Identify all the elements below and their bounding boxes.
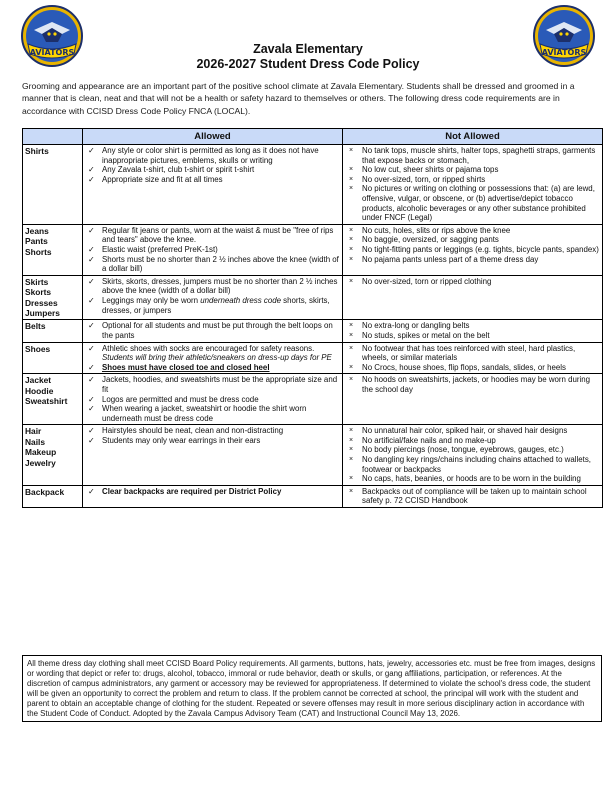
category-cell: [23, 374, 83, 425]
allowed-item-text: Clear backpacks are required per District Policy: [102, 486, 282, 496]
checkmark-icon: ✓: [88, 146, 95, 155]
allowed-item-text: Any Zavala t-shirt, club t-shirt or spirit t-shirt: [102, 165, 255, 175]
allowed-item: [85, 226, 340, 245]
x-mark-icon: ×: [349, 175, 354, 183]
x-mark-icon: ×: [349, 226, 354, 234]
allowed-cell: [83, 342, 343, 374]
allowed-item-text: Optional for all students and must be put through the belt loops on the pants: [102, 321, 333, 340]
checkmark-icon: ✓: [88, 165, 95, 175]
x-mark-icon: ×: [349, 322, 354, 330]
x-mark-icon: ×: [349, 236, 354, 244]
not-allowed-item: [345, 436, 600, 446]
document-title: 2026-2027 Student Dress Code Policy: [196, 57, 420, 71]
allowed-item: [85, 165, 340, 175]
allowed-cell: [83, 374, 343, 425]
x-mark-icon: ×: [349, 185, 354, 193]
not-allowed-item-text: No body piercings (nose, tongue, eyebrows, gauges, etc.): [362, 445, 564, 455]
category-label: Sweatshirt: [25, 396, 68, 407]
not-allowed-item: [345, 331, 600, 341]
x-mark-icon: ×: [349, 255, 354, 263]
not-allowed-cell: [343, 342, 603, 374]
allowed-item-text: Hairstyles should be neat, clean and non-distracting: [102, 426, 284, 436]
allowed-item: [85, 363, 340, 373]
allowed-item-text: Elastic waist (preferred PreK-1st): [102, 244, 218, 254]
not-allowed-item: [345, 474, 600, 484]
not-allowed-item-text: No cuts, holes, slits or rips above the knee: [362, 225, 511, 235]
not-allowed-cell: [343, 425, 603, 486]
category-cell: [23, 224, 83, 275]
table-row: [23, 425, 603, 486]
allowed-item-text: Shorts must be no shorter than 2 ½ inches above the knee (width of a dollar bill): [102, 254, 339, 274]
category-label: Belts: [25, 321, 46, 332]
svg-text:AVIATORS: AVIATORS: [541, 48, 587, 57]
not-allowed-item: [345, 445, 600, 455]
checkmark-icon: ✓: [88, 225, 95, 235]
not-allowed-item-text: No footwear that has toes reinforced with steel, hard plastics, wheels, or similar materials: [362, 343, 576, 363]
checkmark-icon: ✓: [88, 244, 95, 254]
category-label: Pants: [25, 236, 48, 247]
category-label: Jumpers: [25, 307, 60, 318]
not-allowed-item: [345, 184, 600, 222]
allowed-item: [85, 404, 340, 423]
not-allowed-cell: [343, 485, 603, 507]
not-allowed-item: [345, 165, 600, 175]
table-body: [23, 145, 603, 508]
not-allowed-item: [345, 321, 600, 331]
x-mark-icon: ×: [349, 331, 354, 339]
table-row: [23, 145, 603, 225]
allowed-item-text: Students will bring their athletic/sneakers on dress-up days for PE: [102, 353, 332, 363]
category-label: Shirts: [25, 146, 49, 156]
category-label: Dresses: [25, 297, 58, 308]
not-allowed-item-text: No hoods on sweatshirts, jackets, or hoodies may be worn during the school day: [362, 375, 591, 394]
allowed-item: [85, 426, 340, 436]
category-header: [23, 129, 83, 145]
x-mark-icon: ×: [349, 446, 354, 454]
allowed-item: [85, 395, 340, 405]
checkmark-icon: ✓: [88, 276, 95, 286]
allowed-item: [85, 175, 340, 185]
checkmark-icon: ✓: [88, 435, 95, 445]
allowed-item: [85, 255, 340, 274]
not-allowed-item: [345, 255, 600, 265]
category-label: Jacket: [25, 375, 52, 386]
checkmark-icon: ✓: [88, 174, 95, 184]
not-allowed-item: [345, 235, 600, 245]
category-label: Makeup: [25, 447, 57, 458]
x-mark-icon: ×: [349, 245, 354, 253]
not-allowed-item-text: No extra-long or dangling belts: [362, 321, 470, 331]
category-label: Jewelry: [25, 457, 56, 468]
allowed-item-text: Skirts, skorts, dresses, jumpers must be no shorter than 2 ½ inches above the knee (width of a dollar bill): [102, 276, 338, 296]
not-allowed-cell: [343, 145, 603, 225]
table-header-row: [23, 129, 603, 145]
not-allowed-cell: [343, 320, 603, 342]
not-allowed-item-text: No over-sized, torn or ripped clothing: [362, 276, 492, 286]
table-row: [23, 320, 603, 342]
allowed-cell: [83, 145, 343, 225]
category-label: Jeans: [25, 225, 49, 236]
allowed-header: Allowed: [83, 129, 343, 145]
not-allowed-item-text: No studs, spikes or metal on the belt: [362, 330, 490, 340]
checkmark-icon: ✓: [88, 375, 95, 385]
allowed-cell: [83, 275, 343, 320]
allowed-cell: [83, 320, 343, 342]
not-allowed-item-text: No caps, hats, beanies, or hoods are to be worn in the building: [362, 474, 581, 484]
checkmark-icon: ✓: [88, 394, 95, 404]
not-allowed-item-text: Backpacks out of compliance will be taken up to maintain school safety p. 72 CCISD Handbook: [362, 486, 587, 506]
not-allowed-item: [345, 226, 600, 236]
x-mark-icon: ×: [349, 344, 354, 352]
not-allowed-item-text: No over-sized, torn, or ripped shirts: [362, 174, 486, 184]
category-label: Nails: [25, 436, 46, 447]
category-label: Hair: [25, 426, 42, 437]
not-allowed-item: [345, 344, 600, 363]
category-label: Shorts: [25, 246, 52, 257]
category-cell: [23, 342, 83, 374]
allowed-item-text: Any style or color shirt is permitted as long as it does not have inappropriate pictures, emblems, skulls or writing: [102, 146, 319, 165]
x-mark-icon: ×: [349, 427, 354, 435]
x-mark-icon: ×: [349, 166, 354, 174]
table-row: [23, 342, 603, 374]
x-mark-icon: ×: [349, 436, 354, 444]
allowed-item: [85, 344, 340, 363]
allowed-item-text: underneath dress code: [200, 295, 281, 305]
not-allowed-item-text: No tank tops, muscle shirts, halter tops, spaghetti straps, garments that expose backs or stomach,: [362, 146, 596, 165]
table-row: [23, 374, 603, 425]
not-allowed-item-text: No artificial/fake nails and no make-up: [362, 435, 496, 445]
allowed-cell: [83, 224, 343, 275]
not-allowed-item-text: No pajama pants unless part of a theme dress day: [362, 254, 539, 264]
not-allowed-cell: [343, 374, 603, 425]
not-allowed-item: [345, 455, 600, 474]
allowed-item-text: shorts, skirts, dresses, or jumpers: [102, 295, 330, 315]
allowed-item-text: Logos are permitted and must be dress code: [102, 394, 259, 404]
not-allowed-item-text: No tight-fitting pants or leggings (e.g. tights, bicycle pants, spandex): [362, 244, 599, 254]
checkmark-icon: ✓: [88, 404, 95, 414]
not-allowed-item: [345, 426, 600, 436]
allowed-item: [85, 296, 340, 315]
category-cell: [23, 425, 83, 486]
not-allowed-item: [345, 146, 600, 165]
allowed-item-text: Regular fit jeans or pants, worn at the waist & must be "free of rips and tears" above the knee.: [102, 225, 334, 245]
category-cell: [23, 320, 83, 342]
category-label: Skorts: [25, 287, 52, 298]
allowed-item-text: Shoes must have closed toe and closed heel: [102, 362, 270, 372]
table-row: [23, 485, 603, 507]
not-allowed-item-text: No baggie, oversized, or sagging pants: [362, 235, 499, 245]
not-allowed-item-text: No dangling key rings/chains including chains attached to wallets, footwear or backpacks: [362, 455, 591, 474]
allowed-item-text: Appropriate size and fit at all times: [102, 174, 223, 184]
table-row: [23, 224, 603, 275]
allowed-item-text: Students may only wear earrings in their ears: [102, 435, 261, 445]
allowed-item: [85, 146, 340, 165]
x-mark-icon: ×: [349, 277, 354, 285]
category-cell: [23, 485, 83, 507]
not-allowed-item-text: No low cut, sheer shirts or pajama tops: [362, 165, 499, 175]
checkmark-icon: ✓: [88, 486, 95, 496]
x-mark-icon: ×: [349, 475, 354, 483]
not-allowed-item-text: No pictures or writing on clothing or possessions that: (a) are lewd, offensive, vulgar, or obscene, or (b) advertise/depict tobacco products, alcoholic beverages or any other substance prohibited under FNCF (Legal): [362, 184, 595, 223]
checkmark-icon: ✓: [88, 362, 95, 372]
allowed-item-text: Athletic shoes with socks are encouraged for safety reasons.: [102, 343, 315, 353]
allowed-item-text: Jackets, hoodies, and sweatshirts must be the appropriate size and fit: [102, 375, 338, 394]
intro-paragraph: Grooming and appearance are an important part of the positive school climate at Zavala Elementary. Students shall be dressed and groomed in a manner that is clean, neat and that will not be a health or safety hazard to themselves or others. The following dress code requirements are in accordance with CCISD Dress Code Policy FNCA (LOCAL).: [22, 81, 575, 116]
x-mark-icon: ×: [349, 456, 354, 464]
allowed-item-text: When wearing a jacket, sweatshirt or hoodie the shirt worn underneath must be dress code: [102, 404, 307, 423]
x-mark-icon: ×: [349, 147, 354, 154]
x-mark-icon: ×: [349, 376, 354, 384]
allowed-item: [85, 375, 340, 394]
allowed-item: [85, 245, 340, 255]
not-allowed-item: [345, 277, 600, 287]
footer-policy-note: All theme dress day clothing shall meet CCISD Board Policy requirements. All garments, buttons, hats, jewelry, accessories etc. must be free from images, designs or wording that depict or refer to: drugs, alcohol, tobacco, immoral or rude behavior, death or skulls, or gang affiliations, participation, or references. At the discretion of campus administrators, any garment or accessory may be reviewed for appropriateness. If determined to violate the school's dress code, the student will be given an opportunity to correct the problem and return to class. If the problem cannot be corrected at school, the principal will work with the student and parent to obtain an acceptable change of clothing for the student. Repeated or severe offenses may result in more serious disciplinary action in accordance with the Student Code of Conduct. Adopted by the Zavala Campus Advisory Team (CAT) and Instructional Council May 13, 2026.: [22, 655, 602, 722]
category-label: Shoes: [25, 343, 51, 354]
title-block: [0, 42, 616, 72]
not-allowed-cell: [343, 224, 603, 275]
allowed-item: [85, 436, 340, 446]
not-allowed-item: [345, 487, 600, 506]
checkmark-icon: ✓: [88, 426, 95, 436]
category-cell: [23, 275, 83, 320]
school-name: Zavala Elementary: [253, 42, 363, 56]
allowed-item: [85, 321, 340, 340]
checkmark-icon: ✓: [88, 343, 95, 353]
checkmark-icon: ✓: [88, 321, 95, 331]
not-allowed-item: [345, 175, 600, 185]
not-allowed-item: [345, 375, 600, 394]
category-label: Skirts: [25, 276, 49, 287]
allowed-cell: [83, 485, 343, 507]
checkmark-icon: ✓: [88, 254, 95, 264]
allowed-item-text: Leggings may only be worn: [102, 295, 201, 305]
allowed-cell: [83, 425, 343, 486]
svg-text:AVIATORS: AVIATORS: [29, 48, 75, 57]
not-allowed-item-text: No unnatural hair color, spiked hair, or shaved hair designs: [362, 426, 568, 436]
category-label: Backpack: [25, 486, 65, 497]
x-mark-icon: ×: [349, 363, 354, 371]
checkmark-icon: ✓: [88, 295, 95, 305]
not-allowed-item-text: No Crocs, house shoes, flip flops, sandals, slides, or heels: [362, 362, 566, 372]
table-row: [23, 275, 603, 320]
category-cell: [23, 145, 83, 225]
not-allowed-item: [345, 245, 600, 255]
allowed-item: [85, 277, 340, 296]
category-label: Hoodie: [25, 385, 54, 396]
not-allowed-header: Not Allowed: [343, 129, 603, 145]
dress-code-table: [22, 128, 603, 508]
x-mark-icon: ×: [349, 487, 354, 495]
allowed-item: [85, 487, 340, 497]
not-allowed-cell: [343, 275, 603, 320]
not-allowed-item: [345, 363, 600, 373]
